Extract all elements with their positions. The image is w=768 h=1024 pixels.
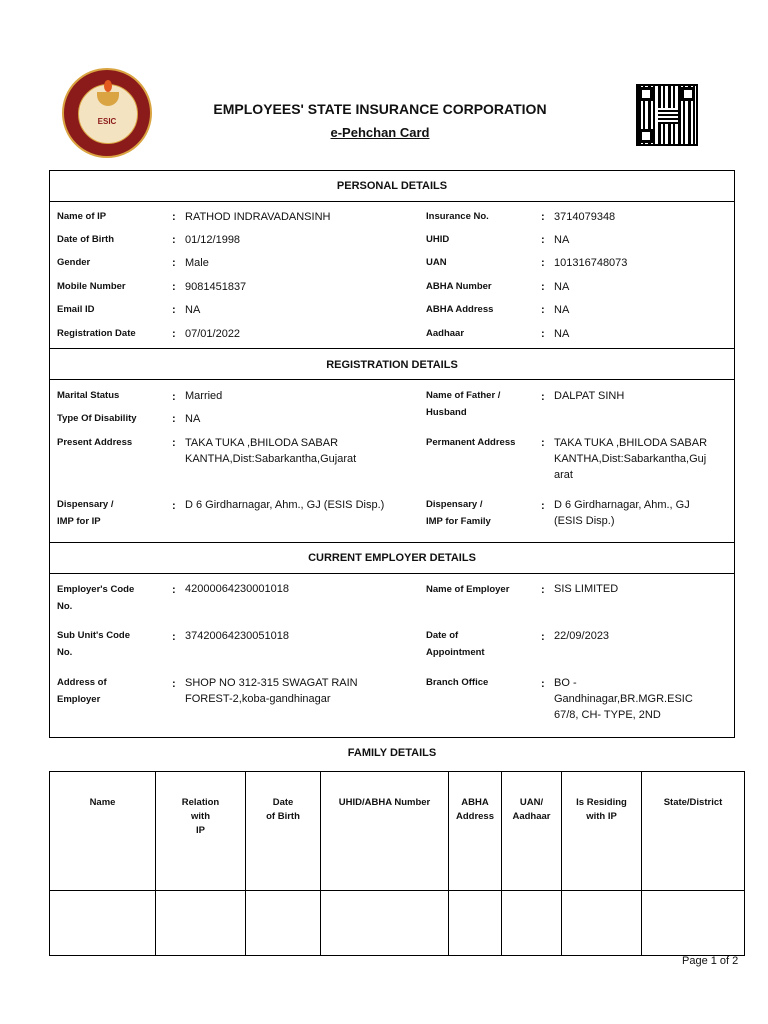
appointment-date-label: Date of [426,630,459,641]
employer-code-value: 42000064230001018 [185,583,290,595]
personal-left-value: 9081451837 [185,281,247,293]
column-header [642,772,745,891]
personal-left-label: Date of Birth [57,234,114,245]
logo-text: ESIC [97,117,117,126]
personal-right-value: 3714079348 [554,211,616,223]
family-table-header [50,772,745,891]
colon: : [172,211,176,223]
permanent-address-value: TAKA TUKA ,BHILODA SABAR [554,437,708,449]
present-address-value-line2: KANTHA,Dist:Sabarkantha,Gujarat [185,453,357,465]
column-header-line: Relation [181,797,220,808]
employer-address-value-line2: FOREST-2,koba-gandhinagar [185,693,331,705]
esic-logo [62,68,152,158]
table-cell [642,891,745,956]
divider [49,348,735,349]
colon: : [172,257,176,269]
personal-right-label: Insurance No. [426,211,489,222]
table-cell [246,891,321,956]
column-header-line: Address [455,811,494,822]
employer-code-label-line2: No. [57,601,73,612]
personal-right-value: 101316748073 [554,257,628,269]
column-header-line: with [191,811,210,822]
personal-right-value: NA [554,328,570,340]
personal-left-label: Name of IP [57,211,107,222]
appointment-date-label-line2: Appointment [426,647,485,658]
employer-name-label: Name of Employer [426,584,510,595]
colon: : [541,328,545,340]
column-header [502,772,562,891]
column-header [321,772,449,891]
personal-right-label: Aadhaar [426,328,465,339]
table-cell [156,891,246,956]
sub-unit-code-label: Sub Unit's Code [57,630,130,641]
qr-code-icon [636,84,698,146]
column-header-line: Is Residing [576,797,627,808]
colon: : [172,234,176,246]
dispensary-family-value-line2: (ESIS Disp.) [554,515,615,527]
colon: : [172,678,176,690]
branch-office-value-line2: Gandhinagar,BR.MGR.ESIC [554,693,693,705]
colon: : [541,500,545,512]
personal-left-label: Gender [57,257,91,268]
colon: : [541,391,545,403]
table-cell [562,891,642,956]
marital-status-label: Marital Status [57,390,120,401]
colon: : [172,328,176,340]
employer-address-value: SHOP NO 312-315 SWAGAT RAIN [185,677,358,689]
column-header [156,772,246,891]
sub-unit-code-label-line2: No. [57,647,73,658]
appointment-date-value: 22/09/2023 [554,630,610,642]
personal-right-label: ABHA Number [426,281,492,292]
dispensary-family-label-line2: IMP for Family [426,516,491,527]
present-address-value: TAKA TUKA ,BHILODA SABAR [185,437,339,449]
sub-unit-code-value: 37420064230051018 [185,630,290,642]
present-address-label: Present Address [57,437,133,448]
permanent-address-value-line2: KANTHA,Dist:Sabarkantha,Guj [554,453,707,465]
personal-right-value: NA [554,304,570,316]
father-name-value: DALPAT SINH [554,390,625,402]
column-header-line: Date [272,797,294,808]
employer-address-label-line2: Employer [57,694,101,705]
colon: : [541,437,545,449]
personal-left-label: Email ID [57,304,95,315]
personal-right-value: NA [554,234,570,246]
divider [49,201,735,202]
branch-office-label: Branch Office [426,677,489,688]
divider [49,573,735,574]
colon: : [172,304,176,316]
branch-office-value-line3: 67/8, CH- TYPE, 2ND [554,709,661,721]
column-header [246,772,321,891]
document-title: EMPLOYEES' STATE INSURANCE CORPORATION [213,101,547,117]
column-header-line: UAN/ [519,797,544,808]
document-subtitle: e-Pehchan Card [330,125,430,140]
personal-left-value: NA [185,304,201,316]
personal-left-value: 07/01/2022 [185,328,241,340]
column-header [50,772,156,891]
column-header-line: IP [196,825,205,836]
column-header-line: ABHA [461,797,489,808]
personal-left-value: RATHOD INDRAVADANSINH [185,211,331,223]
family-table [49,771,745,956]
dispensary-ip-label-line2: IMP for IP [57,516,101,527]
personal-details-heading: PERSONAL DETAILS [336,180,448,192]
colon: : [172,391,176,403]
dispensary-family-value: D 6 Girdharnagar, Ahm., GJ [554,499,690,511]
column-header-line: UHID/ABHA Number [338,797,431,808]
column-header-line: with IP [586,811,617,822]
colon: : [172,281,176,293]
personal-right-label: UAN [426,257,447,268]
table-cell [50,891,156,956]
table-cell [502,891,562,956]
colon: : [541,211,545,223]
colon: : [172,631,176,643]
colon: : [541,257,545,269]
personal-right-label: UHID [426,234,450,245]
colon: : [541,281,545,293]
column-header-line: Name [89,797,116,808]
marital-status-value: Married [185,390,223,402]
dispensary-ip-value: D 6 Girdharnagar, Ahm., GJ (ESIS Disp.) [185,499,385,511]
dispensary-family-label: Dispensary / [426,499,483,510]
personal-left-value: Male [185,257,209,269]
permanent-address-value-line3: arat [554,469,573,481]
column-header [449,772,502,891]
colon: : [541,678,545,690]
registration-details-heading: REGISTRATION DETAILS [326,359,458,371]
father-name-label: Name of Father / [426,390,501,401]
colon: : [172,584,176,596]
lamp-flame-icon [104,80,112,92]
column-header-line: State/District [663,797,723,808]
personal-right-value: NA [554,281,570,293]
personal-right-label: ABHA Address [426,304,494,315]
page-number: Page 1 of 2 [682,955,739,967]
permanent-address-label: Permanent Address [426,437,516,448]
personal-left-value: 01/12/1998 [185,234,241,246]
divider [49,379,735,380]
column-header-line: of Birth [266,811,300,822]
father-name-label-line2: Husband [426,407,467,418]
column-header [562,772,642,891]
table-cell [321,891,449,956]
colon: : [541,584,545,596]
family-details-heading: FAMILY DETAILS [347,747,437,759]
employer-name-value: SIS LIMITED [554,583,619,595]
column-header-line: Aadhaar [512,811,551,822]
dispensary-ip-label: Dispensary / [57,499,114,510]
disability-value: NA [185,413,201,425]
employer-details-heading: CURRENT EMPLOYER DETAILS [308,552,476,564]
personal-left-label: Mobile Number [57,281,126,292]
employer-code-label: Employer's Code [57,584,135,595]
table-cell [449,891,502,956]
colon: : [541,234,545,246]
divider [49,542,735,543]
table-row [50,891,745,956]
personal-left-label: Registration Date [57,328,136,339]
colon: : [172,437,176,449]
colon: : [541,304,545,316]
colon: : [172,500,176,512]
branch-office-value: BO - [554,677,577,689]
employer-address-label: Address of [57,677,107,688]
colon: : [541,631,545,643]
colon: : [172,413,176,425]
disability-label: Type Of Disability [57,413,137,424]
